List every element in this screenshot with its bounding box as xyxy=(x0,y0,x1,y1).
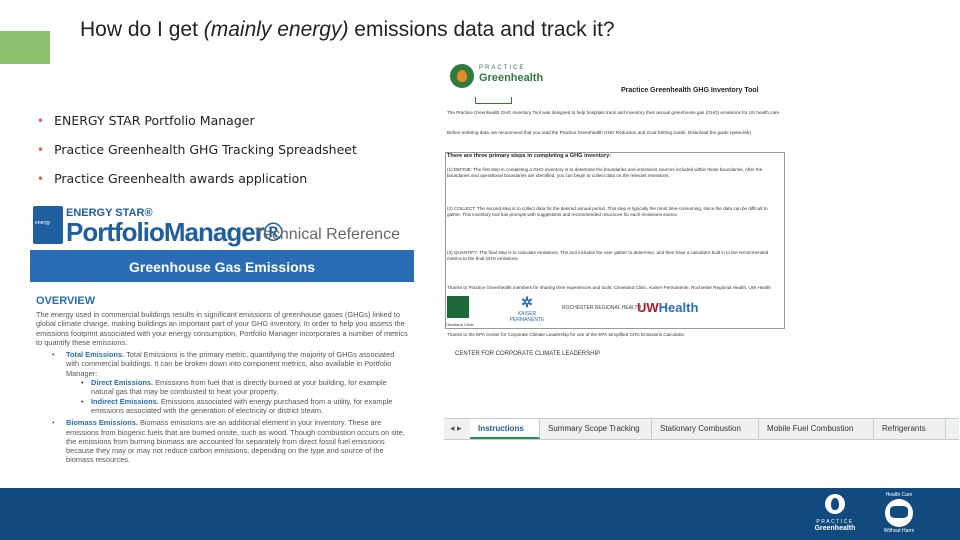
bullet-icon: • xyxy=(37,113,45,128)
tab-instructions[interactable]: Instructions xyxy=(470,419,540,439)
tool-intro: The Practice Greenhealth GHG Inventory Tool was designed to help hospitals track and inventory their annual greenhouse gas (GHG) emissions for US health care. xyxy=(447,110,781,115)
bullet-list xyxy=(37,106,357,193)
thanks-text: Thanks to Practice Greenhealth members for sharing their experiences and tools: Cleveland Clinic, Kaiser Permanente, Rochester Regional Health, UW Health xyxy=(447,285,771,290)
header-bar xyxy=(475,97,512,104)
sheet-tab-bar xyxy=(444,418,959,440)
tool-guide: Before entering data, we recommend that you read the Practice Greenhealth GHG Reduction and Goal Setting Guide. Download the guide (www.link) xyxy=(447,130,751,135)
bullet-icon: • xyxy=(37,171,45,186)
logo-text-bottom: Greenhealth xyxy=(479,72,544,84)
footer-logo-top: PRACTICE xyxy=(816,519,854,525)
practice-greenhealth-icon xyxy=(825,494,845,514)
tab-scroll-arrows-icon[interactable]: ◂ ▸ xyxy=(450,423,462,433)
step-quantify: (3) QUANTIFY: The final step is to calculate emissions. The tool includes the user gather to determine, and then have a calculator built in to the recommended metrics to the final GHG emissions. xyxy=(447,250,769,261)
ccl-logo: CENTER FOR CORPORATE CLIMATE LEADERSHIP xyxy=(455,351,601,357)
tab-mobile-fuel-combustion[interactable]: Mobile Fuel Combustion xyxy=(759,419,874,439)
cleveland-clinic-logo-icon: Cleveland Clinic xyxy=(447,296,469,318)
footer-logo-bottom: Greenhealth xyxy=(814,525,856,532)
portfolio-manager-document xyxy=(30,200,414,475)
ghg-inventory-tool-screenshot xyxy=(445,60,785,360)
accent-block xyxy=(0,31,50,64)
doc-list-item: • Total Emissions. Total Emissions is the primary metric, quantifying the majority of GHGs associated with commercial buildings. It can be broken down into component metrics, also available in Portfolio Manager: xyxy=(52,350,395,378)
practice-greenhealth-logo-icon xyxy=(450,64,474,88)
kaiser-logo: ✲ KAISER PERMANENTE xyxy=(509,294,545,323)
doc-title: Greenhouse Gas Emissions xyxy=(129,259,315,275)
doc-list-item: • Biomass Emissions. Biomass emissions are an additional element in your inventory. These are emissions from biogenic fuels that are burned onsite, such as wood. Though combustion occurs on site, the emissions from burning biomass are accounted for separately from direct fossil fuel emissions because they may or may not reduce carbon emissions, depending on the type and source of the biomass resources. xyxy=(52,418,405,465)
doc-body xyxy=(36,310,408,465)
bullet-item: • Practice Greenhealth awards application xyxy=(37,171,308,186)
tool-title: Practice Greenhealth GHG Inventory Tool xyxy=(621,87,759,94)
hcwh-bottom: Without Harm xyxy=(883,528,915,534)
hcwh-top: Health Care xyxy=(885,492,913,498)
bullet-item: • ENERGY STAR Portfolio Manager xyxy=(37,113,255,128)
health-care-without-harm-logo xyxy=(878,492,920,538)
steps-heading: There are three primary steps in completing a GHG inventory: xyxy=(447,153,612,159)
overview-heading: OVERVIEW xyxy=(36,295,96,307)
uw-health-logo: UWHealth xyxy=(637,300,699,315)
portfolio-manager-brand: PortfolioManager® xyxy=(66,217,282,247)
energy-star-logo-icon: energy xyxy=(33,206,63,244)
doc-sublist-item: • Indirect Emissions. Emissions associated with energy purchased from a utility, for example emissions associated with the generation of electricity or district steam. xyxy=(81,396,393,415)
bullet-item: • Practice Greenhealth GHG Tracking Spreadsheet xyxy=(37,142,357,157)
tab-stationary-combustion[interactable]: Stationary Combustion xyxy=(652,419,759,439)
logo-text-top: PRACTICE xyxy=(479,65,526,71)
doc-sublist-item: • Direct Emissions. Emissions from fuel that is directly burned at your building, for example natural gas that may be combusted to heat your property. xyxy=(81,378,387,397)
tab-summary-scope-tracking[interactable]: Summary Scope Tracking xyxy=(540,419,652,439)
tab-refrigerants[interactable]: Refrigerants xyxy=(874,419,946,439)
bullet-icon: • xyxy=(37,142,45,157)
practice-greenhealth-footer-logo xyxy=(810,494,860,538)
step-define: (1) DEFINE: The first step in completing a GHG inventory is to determine the boundaries and emissions sources included within those boundaries. After the boundaries and operational boundaries are identified, you can begin to collect data on the relevant emissions. xyxy=(447,167,763,178)
step-collect: (2) COLLECT: The second step is to collect data for the desired annual period. This step is typically the most time-consuming, since the data can be difficult to gather. This inventory tool has prompts with suggestions and recommended resources for each emissions source. xyxy=(447,206,768,217)
intro-paragraph: The energy used in commercial buildings results in significant emissions of greenhouse gases (GHGs) linked to global climate change, making buildings an important part of your GHG inventory. In order to help you assess the emissions footprint associated with your energy consumption, Portfolio Manager incorporates a number of metrics to quantify these emissions. xyxy=(36,310,408,347)
globe-icon xyxy=(885,499,913,527)
slide-title: How do I get (mainly energy) emissions data and track it? xyxy=(80,18,615,41)
thanks-epa-text: Thanks to the EPA Center for Corporate Climate Leadership for use of the EPA Simplified GHG Emissions Calculator. xyxy=(447,332,686,337)
technical-reference-label: Technical Reference xyxy=(255,226,400,243)
rochester-logo: ROCHESTER REGIONAL HEALTH xyxy=(562,305,642,311)
energy-star-label: ENERGY STAR® xyxy=(66,207,153,219)
partner-logos xyxy=(447,292,782,332)
